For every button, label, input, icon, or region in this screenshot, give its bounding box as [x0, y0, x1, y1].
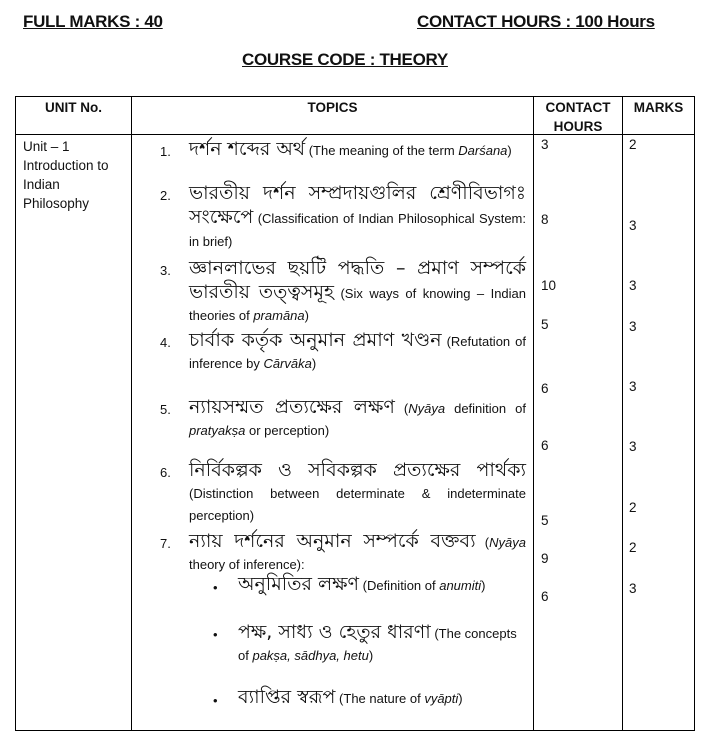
topic-english-italic: pratyakṣa — [189, 423, 246, 438]
topic-english-end: ) — [304, 308, 309, 323]
topic-english-pre: ( — [394, 401, 409, 416]
topic-english: (Classification of Indian Philosophical System: in brief) — [189, 211, 526, 249]
unit-number: Unit – 1 — [23, 139, 70, 154]
subtopic-english-italic: vyāpti — [424, 691, 459, 706]
marks-value: 2 — [629, 540, 637, 555]
topic-english: definition of — [445, 401, 526, 416]
subtopic-bengali: অনুমিতির লক্ষণ — [238, 573, 360, 595]
subtopic-english-end: ) — [368, 648, 374, 663]
topic-english: (Refutation of inference by — [189, 334, 526, 371]
contact-hours-value: 5 — [541, 513, 549, 528]
bullet-icon: • — [213, 580, 218, 595]
topic-english-italic: pramāna — [253, 308, 305, 323]
topic-english-italic: Nyāya — [489, 535, 526, 550]
topic-item — [160, 459, 526, 527]
topic-english-end: ) — [507, 143, 512, 158]
topic-bengali: নির্বিকল্পক ও সবিকল্পক প্রত্যক্ষের পার্থক্য — [189, 459, 526, 481]
table-border-top — [15, 96, 695, 97]
unit-title-line: Indian — [23, 177, 60, 192]
subtopic-english-end: ) — [481, 578, 486, 593]
contact-hours-heading: CONTACT HOURS : 100 Hours — [417, 12, 655, 31]
topic-bengali: দর্শন শব্দের অর্থ — [189, 138, 306, 160]
topic-number: 3. — [160, 263, 171, 278]
subtopic-english: (Definition of — [359, 578, 440, 593]
topic-english-end: or perception) — [245, 423, 330, 438]
topic-english-italic: Nyāya — [408, 401, 446, 416]
marks-value: 3 — [629, 319, 637, 334]
column-header-marks: MARKS — [633, 100, 684, 115]
marks-value: 3 — [629, 581, 637, 596]
subtopic-english-italic: pakṣa, sādhya, hetu — [252, 648, 369, 663]
subtopic-item — [213, 621, 526, 667]
topic-bengali: ন্যায় দর্শনের অনুমান সম্পর্কে বক্তব্য — [189, 530, 476, 552]
contact-hours-value: 6 — [541, 589, 549, 604]
column-header-contact-hours — [534, 98, 622, 136]
table-border-bottom — [15, 730, 695, 731]
topic-number: 1. — [160, 144, 171, 159]
subtopic-english-end: ) — [458, 691, 463, 706]
topic-english-end: ) — [311, 356, 317, 371]
topic-english: (The meaning of the term — [305, 143, 459, 158]
contact-hours-value: 3 — [541, 137, 549, 152]
topic-english: (Distinction between determinate & indeterminate perception) — [189, 486, 526, 523]
marks-value: 3 — [629, 218, 637, 233]
topic-item — [160, 257, 526, 327]
marks-value: 3 — [629, 278, 637, 293]
marks-value: 3 — [629, 439, 637, 454]
column-header-topics: TOPICS — [307, 100, 358, 115]
unit-title-line: Introduction to — [23, 158, 109, 173]
column-header-contact-line1: CONTACT — [545, 100, 611, 115]
topic-number: 2. — [160, 188, 171, 203]
table-border-left — [15, 96, 16, 731]
subtopic-item — [213, 574, 526, 596]
topic-bengali: জ্ঞানলাভের ছয়টি পদ্ধতি – প্রমাণ সম্পর্কে ভারতীয় তত্ত্বসমূহ — [189, 257, 526, 303]
topic-bengali: ন্যায়সম্মত প্রত্যক্ষের লক্ষণ — [189, 396, 395, 418]
course-code-heading: COURSE CODE : THEORY — [242, 50, 448, 69]
table-border-right — [694, 96, 695, 731]
marks-value: 2 — [629, 137, 637, 152]
topic-number: 6. — [160, 465, 171, 480]
subtopic-bengali: ব্যাপ্তির স্বরূপ — [238, 686, 336, 708]
bullet-icon: • — [213, 693, 218, 708]
topic-item — [160, 530, 526, 576]
bullet-icon: • — [213, 627, 218, 642]
topic-bengali: ভারতীয় দর্শন সম্প্রদায়গুলির শ্রেণীবিভাগঃ সংক্ষেপে — [189, 182, 526, 228]
topic-bengali: চার্বাক কর্তৃক অনুমান প্রমাণ খণ্ডন — [189, 329, 442, 351]
full-marks-heading: FULL MARKS : 40 — [23, 12, 163, 31]
contact-hours-value: 9 — [541, 551, 549, 566]
contact-hours-value: 10 — [541, 278, 557, 293]
topic-item — [160, 182, 526, 253]
contact-hours-value: 8 — [541, 212, 549, 227]
column-divider — [533, 96, 534, 731]
unit-title-line: Philosophy — [23, 196, 90, 211]
contact-hours-value: 6 — [541, 381, 549, 396]
column-header-contact-line2: HOURS — [553, 119, 603, 134]
marks-value: 3 — [629, 379, 637, 394]
topic-number: 4. — [160, 335, 171, 350]
topic-item — [160, 329, 526, 375]
marks-value: 2 — [629, 500, 637, 515]
subtopic-bengali: পক্ষ, সাধ্য ও হেতুর ধারণা — [238, 621, 431, 643]
subtopic-item — [213, 687, 526, 709]
topic-number: 7. — [160, 536, 171, 551]
topic-item — [160, 139, 526, 161]
topic-item — [160, 396, 526, 442]
unit-cell — [23, 137, 128, 213]
topic-english-pre: ( — [475, 535, 490, 550]
subtopic-english: (The nature of — [335, 691, 425, 706]
topic-english: (Six ways of knowing – Indian theories of — [189, 286, 526, 323]
column-header-unit: UNIT No. — [45, 100, 102, 115]
column-divider — [131, 96, 132, 731]
column-divider — [622, 96, 623, 731]
contact-hours-value: 6 — [541, 438, 549, 453]
topic-english: theory of inference): — [189, 557, 305, 572]
contact-hours-value: 5 — [541, 317, 549, 332]
subtopic-english-italic: anumiti — [439, 578, 482, 593]
topic-english-italic: Cārvāka — [263, 356, 312, 371]
topic-english-italic: Darśana — [458, 143, 508, 158]
subtopic-english: (The concepts of — [238, 626, 517, 663]
topic-number: 5. — [160, 402, 171, 417]
